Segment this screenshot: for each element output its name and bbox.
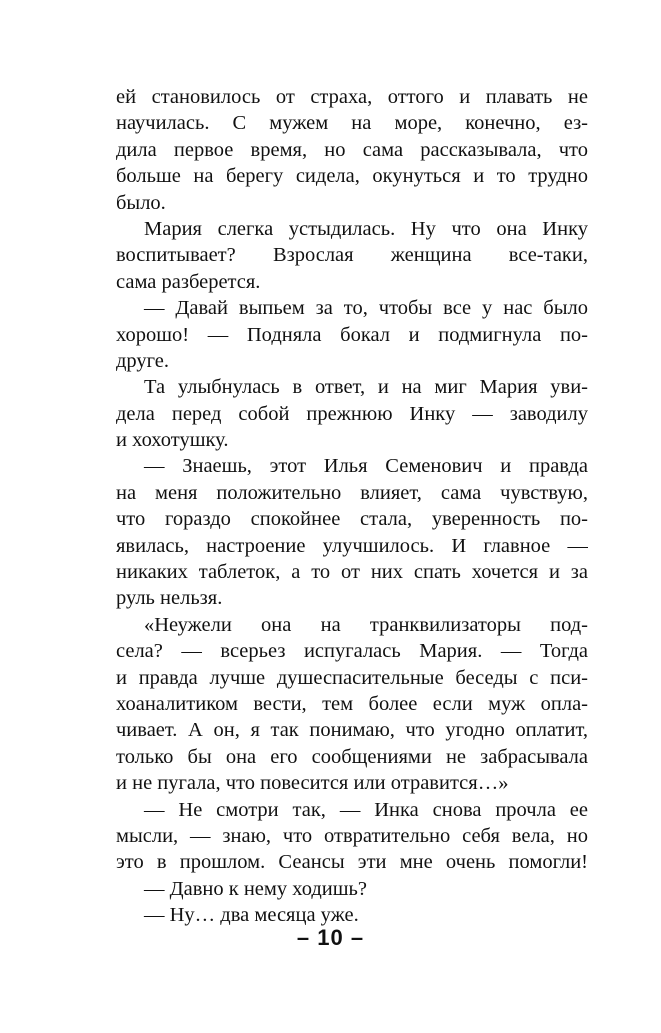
text-line: хоаналитиком вести, тем более если муж опла- (116, 692, 588, 715)
text-line: больше на берегу сидела, окунуться и то трудно (116, 165, 588, 188)
text-line: воспитывает? Взрослая женщина все-таки, (116, 244, 588, 267)
text-line: — Не смотри так, — Инка снова прочла ее (144, 798, 588, 821)
text-line: — Знаешь, этот Илья Семенович и правда (144, 455, 588, 478)
text-line: — Давно к нему ходишь? (144, 877, 367, 900)
page-text-block (116, 84, 588, 929)
text-line: на меня положительно влияет, сама чувствую, (116, 481, 588, 504)
text-line: явилась, настроение улучшилось. И главное — (116, 534, 588, 557)
page-number: – 10 – (296, 925, 365, 950)
text-line: никаких таблеток, а то от них спать хочется и за (116, 561, 588, 584)
text-line: сама разберется. (116, 270, 261, 293)
text-line: дила первое время, но сама рассказывала, что (116, 138, 588, 161)
text-line: дела перед собой прежнюю Инку — заводилу (116, 402, 588, 425)
text-line: друге. (116, 349, 170, 372)
text-line: Мария слегка устыдилась. Ну что она Инку (144, 217, 588, 240)
text-line: и правда лучше душеспасительные беседы с пси- (116, 666, 588, 689)
text-line: мысли, — знаю, что отвратительно себя вела, но (116, 824, 588, 847)
text-line: и хохотушку. (116, 429, 229, 452)
text-line: — Ну… два месяца уже. (144, 904, 359, 927)
text-line: это в прошлом. Сеансы эти мне очень помогли! (116, 851, 588, 874)
text-line: — Давай выпьем за то, чтобы все у нас было (144, 297, 588, 320)
text-line: села? — всерьез испугалась Мария. — Тогда (116, 640, 588, 663)
text-line: и не пугала, что повесится или отравится…» (116, 772, 509, 795)
text-line: чивает. А он, я так понимаю, что угодно оплатит, (116, 719, 588, 742)
text-line: что гораздо спокойнее стала, уверенность по- (116, 508, 588, 531)
text-line: хорошо! — Подняла бокал и подмигнула по- (116, 323, 588, 346)
text-line: ей становилось от страха, оттого и плавать не (116, 86, 588, 108)
text-line: научилась. С мужем на море, конечно, ез- (116, 112, 588, 135)
text-line: Та улыбнулась в ответ, и на миг Мария уви- (144, 376, 588, 399)
text-line: было. (116, 191, 166, 214)
text-line: «Неужели она на транквилизаторы под- (144, 613, 588, 636)
text-line: руль нельзя. (116, 587, 223, 610)
text-line: только бы она его сообщениями не забрасывала (116, 745, 588, 768)
